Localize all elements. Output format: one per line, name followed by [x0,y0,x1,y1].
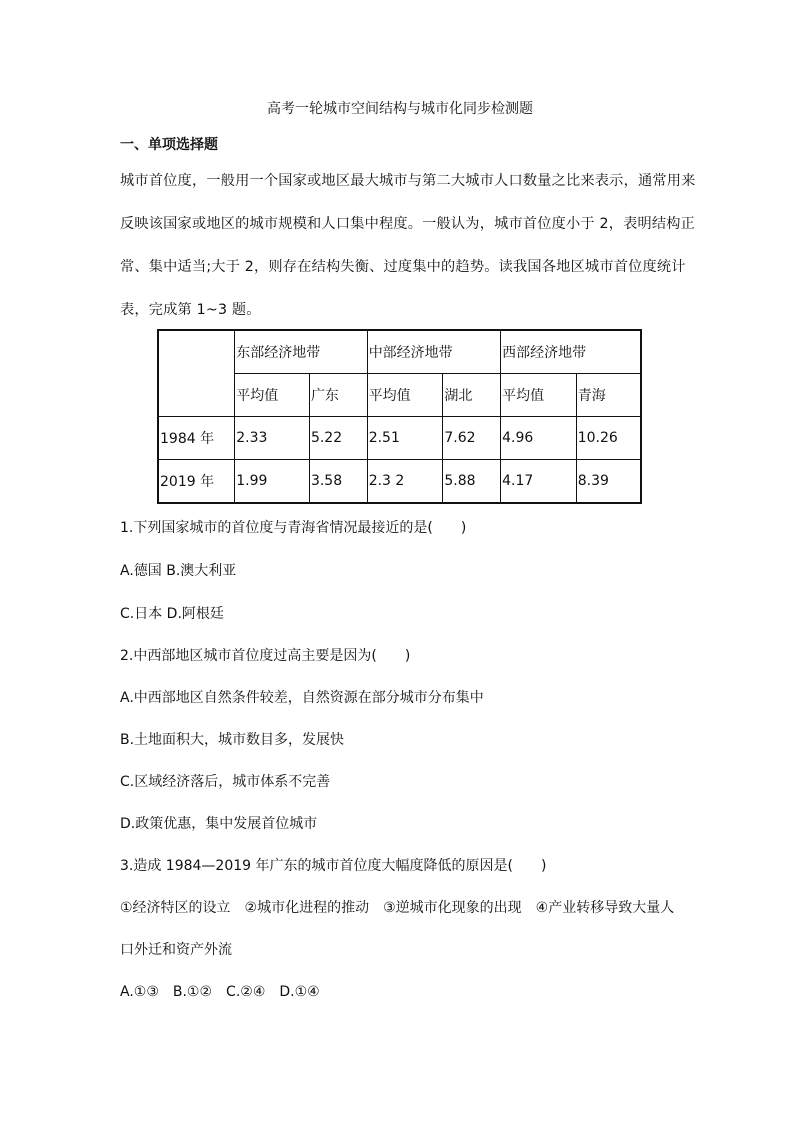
question-2-option-a: A.中西部地区自然条件较差，自然资源在部分城市分布集中 [120,690,484,706]
subheader-cell: 广东 [309,374,367,417]
subheader-cell: 青海 [576,374,641,417]
intro-line: 反映该国家或地区的城市规模和人口集中程度。一般认为，城市首位度小于 2，表明结构正 [120,216,696,232]
intro-line: 常、集中适当;大于 2，则存在结构失衡、过度集中的趋势。读我国各地区城市首位度统计 [120,259,686,275]
question-2-option-d: D.政策优惠，集中发展首位城市 [120,816,318,832]
value-cell: 2.33 [235,417,310,460]
question-1: 1.下列国家城市的首位度与青海省情况最接近的是( ) [120,520,467,536]
table-row [158,417,641,460]
question-1-options-cd: C.日本 D.阿根廷 [120,606,224,622]
table-corner-cell [158,330,235,417]
question-2-option-c: C.区域经济落后，城市体系不完善 [120,774,331,790]
value-cell: 3.58 [309,460,367,504]
header-east: 东部经济地带 [235,330,367,374]
value-cell: 2.51 [367,417,443,460]
value-cell: 5.22 [309,417,367,460]
intro-paragraph [120,160,696,332]
subheader-cell: 湖北 [443,374,501,417]
header-central: 中部经济地带 [367,330,500,374]
value-cell: 4.96 [501,417,577,460]
value-cell: 4.17 [501,460,577,504]
year-cell: 1984 年 [158,417,235,460]
table-header-row [158,330,641,374]
value-cell: 7.62 [443,417,501,460]
intro-line: 城市首位度，一般用一个国家或地区最大城市与第二大城市人口数量之比来表示，通常用来 [120,173,696,189]
question-3-statements: ①经济特区的设立 ②城市化进程的推动 ③逆城市化现象的出现 ④产业转移导致大量人 [120,900,675,916]
question-2-option-b: B.土地面积大，城市数目多，发展快 [120,732,345,748]
section-heading: 一、单项选择题 [120,137,218,153]
value-cell: 8.39 [576,460,641,504]
intro-line: 表，完成第 1~3 题。 [120,302,261,318]
value-cell: 10.26 [576,417,641,460]
question-1-options-ab: A.德国 B.澳大利亚 [120,563,237,579]
question-3: 3.造成 1984—2019 年广东的城市首位度大幅度降低的原因是( ) [120,858,547,874]
subheader-cell: 平均值 [367,374,443,417]
primacy-table [157,329,642,504]
question-3-answers: A.①③ B.①② C.②④ D.①④ [120,984,320,1000]
value-cell: 5.88 [443,460,501,504]
header-west: 西部经济地带 [501,330,641,374]
table-row [158,460,641,504]
question-2: 2.中西部地区城市首位度过高主要是因为( ) [120,648,411,664]
value-cell: 2.3 2 [367,460,443,504]
value-cell: 1.99 [235,460,310,504]
question-3-statements-cont: 口外迁和资产外流 [120,942,232,958]
year-cell: 2019 年 [158,460,235,504]
page-title: 高考一轮城市空间结构与城市化同步检测题 [267,101,533,117]
subheader-cell: 平均值 [501,374,577,417]
subheader-cell: 平均值 [235,374,310,417]
